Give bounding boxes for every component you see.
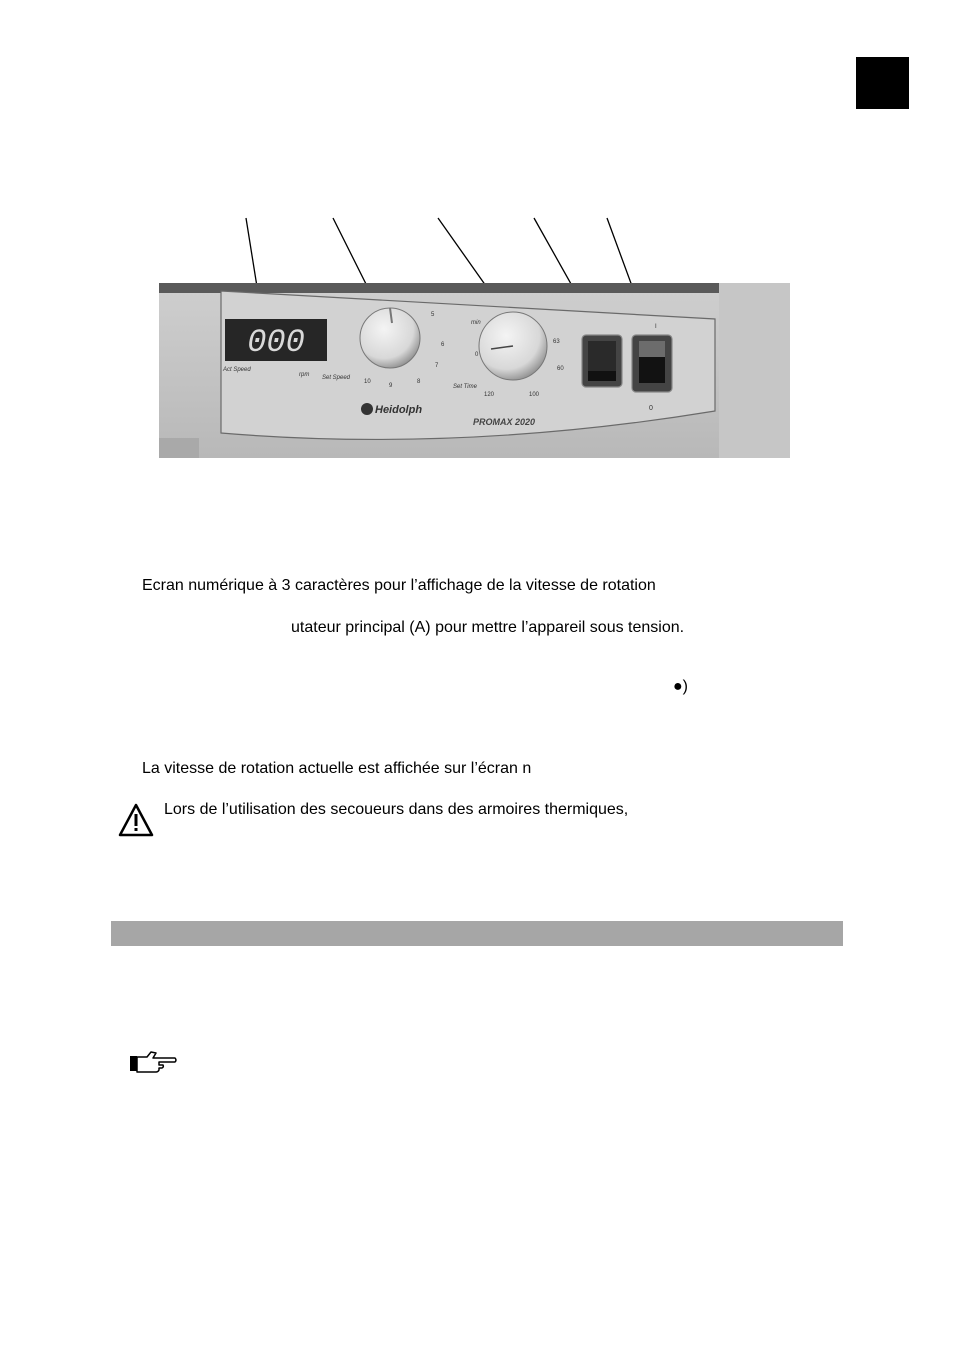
svg-text:Set Time: Set Time	[453, 384, 477, 390]
body-line-display-description: Ecran numérique à 3 caractères pour l’affichage de la vitesse de rotation	[142, 577, 656, 594]
main-power-rocker-switch[interactable]	[632, 335, 672, 392]
svg-text:0: 0	[649, 405, 653, 412]
callout-leader-lines	[0, 0, 954, 300]
svg-text:min: min	[471, 320, 481, 326]
body-line-speed-display: La vitesse de rotation actuelle est affichée sur l’écran n	[142, 760, 532, 777]
svg-text:7: 7	[435, 363, 439, 369]
brand-logo: Heidolph	[375, 404, 423, 416]
svg-text:0: 0	[475, 352, 479, 358]
svg-text:100: 100	[529, 392, 540, 398]
display-digits: 000	[247, 324, 305, 361]
inline-symbol: ●)	[673, 678, 688, 695]
svg-text:Act Speed: Act Speed	[223, 367, 251, 373]
svg-text:10: 10	[364, 379, 371, 385]
svg-text:8: 8	[417, 379, 421, 385]
svg-text:120: 120	[484, 392, 495, 398]
set-speed-knob[interactable]	[360, 308, 420, 368]
svg-text:9: 9	[389, 383, 393, 389]
speed-display	[225, 319, 327, 361]
svg-text:I: I	[655, 324, 657, 330]
svg-text:63: 63	[553, 339, 560, 345]
section-heading-bar	[111, 921, 843, 946]
set-time-knob[interactable]	[479, 312, 547, 380]
svg-text:6: 6	[441, 342, 445, 348]
warning-triangle-icon	[118, 803, 154, 837]
svg-text:Set Speed: Set Speed	[322, 375, 351, 381]
model-name: PROMAX 2020	[473, 417, 536, 427]
body-line-main-switch: utateur principal (A) pour mettre l’appareil sous tension.	[291, 619, 685, 636]
warning-text: Lors de l’utilisation des secoueurs dans des armoires thermiques,	[164, 801, 629, 818]
svg-text:5: 5	[431, 312, 435, 318]
pointing-hand-icon	[129, 1049, 177, 1073]
svg-text:60: 60	[557, 366, 564, 372]
device-control-panel-photo	[159, 283, 790, 458]
svg-text:rpm: rpm	[299, 372, 310, 378]
timer-rocker-switch[interactable]	[582, 335, 622, 387]
